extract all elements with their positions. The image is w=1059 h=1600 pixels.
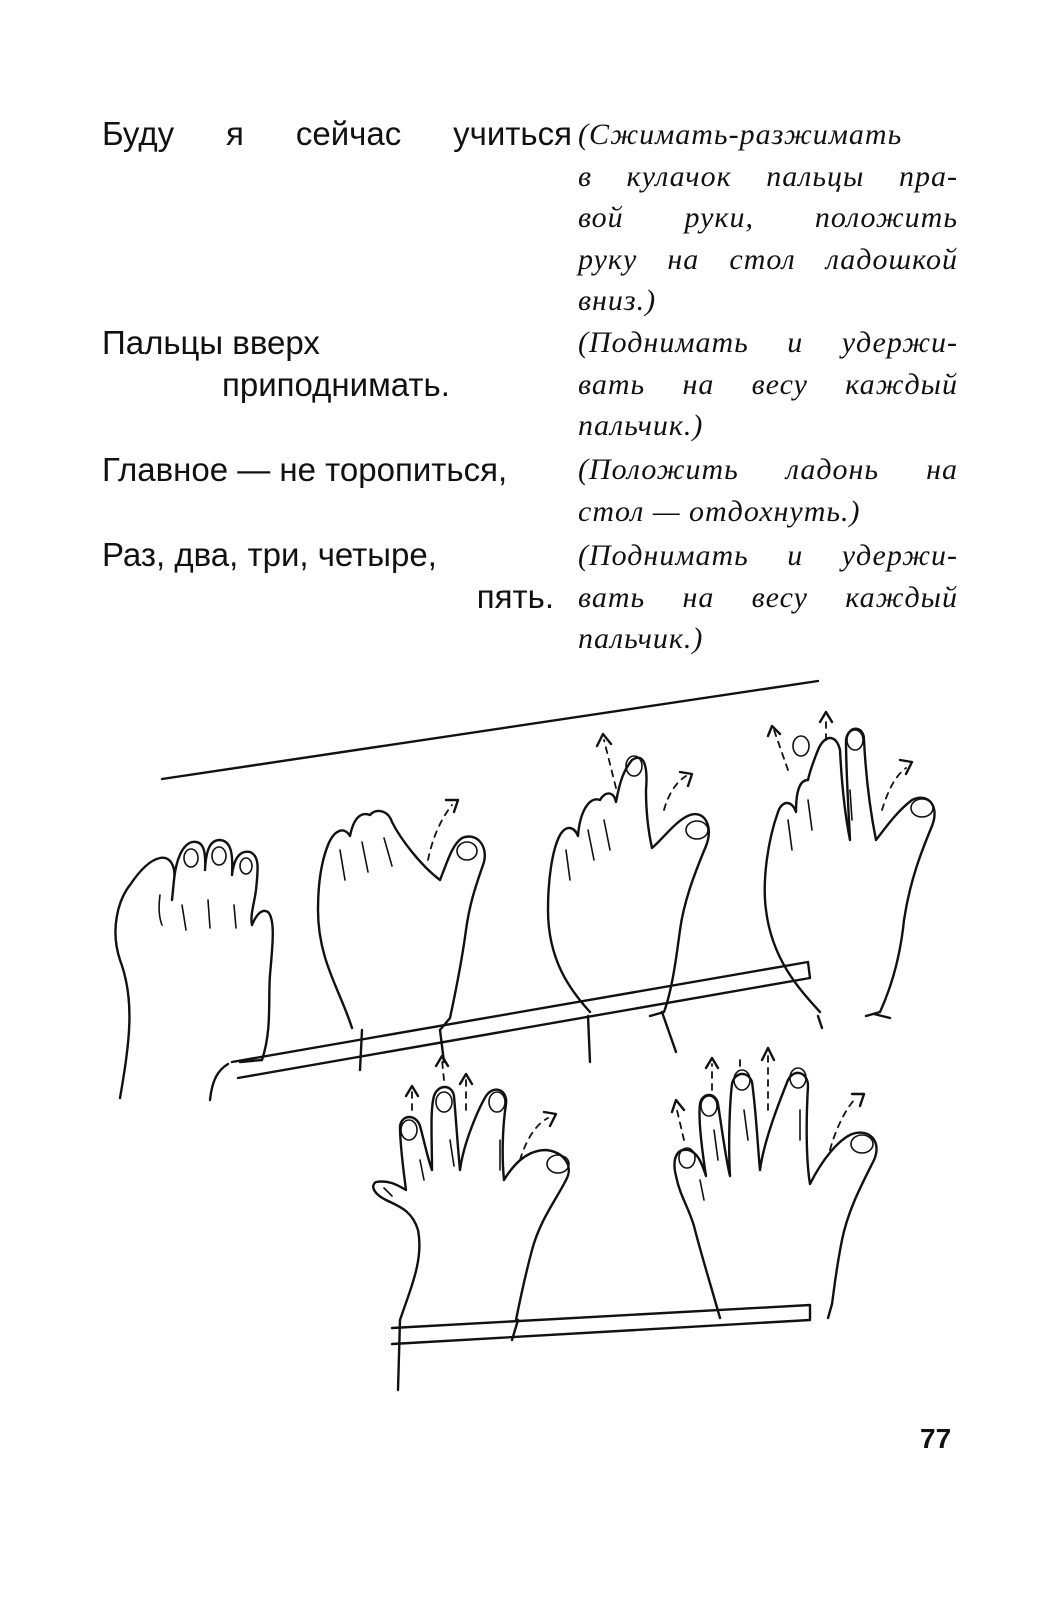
word: (Поднимать (578, 539, 749, 572)
hand-thumb-raised (318, 800, 485, 1070)
rhyme-line: приподнимать. (222, 366, 450, 403)
word: на (682, 367, 715, 401)
rhyme-line: Главное — не торопиться, (102, 451, 508, 488)
action-line: стол — отдохнуть.) (578, 494, 861, 528)
word: удержи- (841, 326, 958, 359)
word: я (226, 115, 244, 152)
word: на (682, 580, 715, 614)
word: пра- (898, 159, 958, 193)
word: удержи- (841, 539, 958, 572)
table-back-edge (162, 681, 818, 779)
word: Буду (102, 115, 175, 152)
word: на (667, 242, 700, 276)
action-line: пальчик.) (578, 622, 704, 655)
word: руки, (684, 201, 754, 234)
word: положить (814, 201, 958, 234)
table-front-edge (232, 962, 810, 1078)
word: (Положить (578, 453, 739, 486)
word: и (787, 326, 804, 359)
word: весу (751, 367, 808, 401)
action-line: пальчик.) (578, 409, 704, 442)
word: (Поднимать (578, 326, 749, 359)
word: вать (578, 367, 646, 401)
word: кулачок (626, 159, 732, 193)
word: стол (729, 242, 796, 276)
word: вать (578, 580, 646, 614)
hand-all-fingers-raised (672, 1048, 877, 1304)
word: ладонь (785, 453, 880, 486)
word: каждый (845, 367, 958, 401)
word: и (787, 539, 804, 572)
table-front-edge (392, 1305, 810, 1344)
word: в (578, 159, 593, 193)
word: вой (578, 201, 624, 234)
word: руку (578, 242, 638, 276)
rhyme-line: Пальцы вверх (102, 324, 320, 361)
word: весу (751, 580, 808, 614)
page-number: 77 (920, 1423, 952, 1454)
rhyme-line: Раз, два, три, четыре, (102, 536, 437, 573)
word: (Сжимать-разжимать (578, 118, 903, 151)
word: сейчас (295, 115, 402, 152)
action-line: вниз.) (578, 284, 657, 317)
word: каждый (845, 580, 958, 614)
word: на (926, 453, 958, 486)
word: ладошкой (825, 242, 958, 276)
hand-flat (115, 840, 272, 1100)
rhyme-line: пять. (476, 578, 554, 615)
word: пальцы (766, 159, 865, 193)
hand-four-fingers-raised (373, 1056, 569, 1320)
hand-two-fingers-raised (548, 734, 709, 1062)
word: учиться (453, 115, 572, 152)
